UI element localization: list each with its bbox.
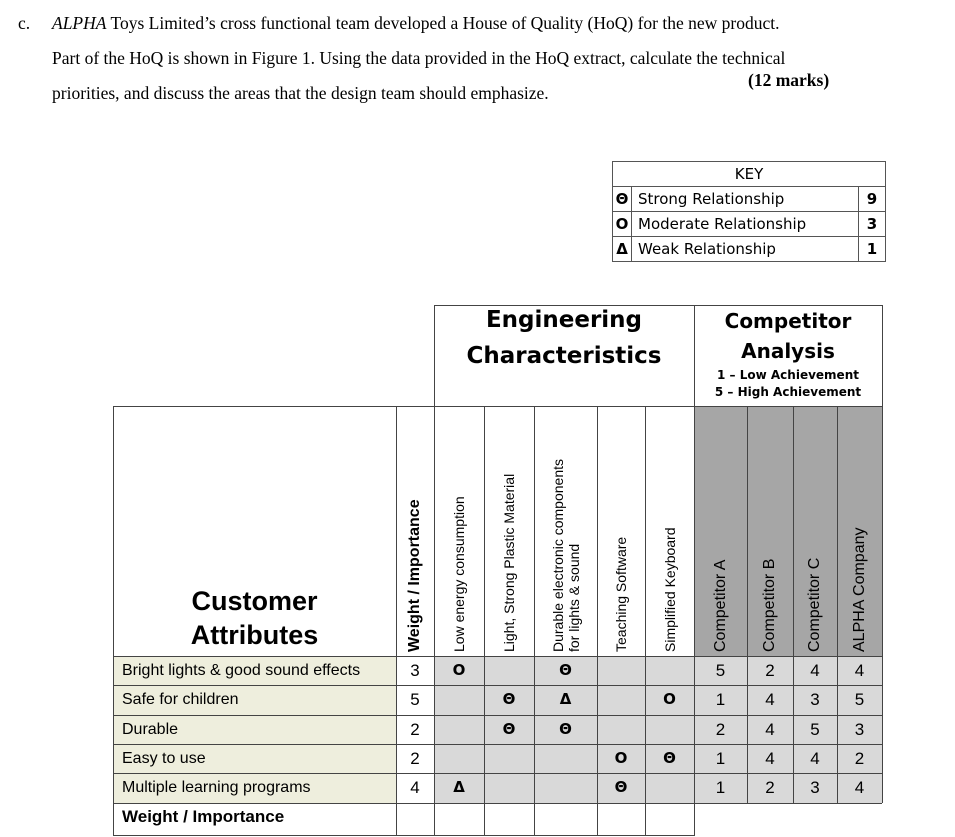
- competitor-rating-value: 2: [765, 778, 775, 798]
- weight-value: 2: [410, 719, 420, 739]
- competitor-rating-value: 4: [765, 719, 775, 739]
- question-line-3: priorities, and discuss the areas that the design team should emphasize.: [52, 83, 549, 103]
- relationship-symbol-icon: Θ: [502, 719, 516, 738]
- eng-col-1-label: [451, 496, 467, 652]
- competitor-title: [694, 305, 882, 406]
- relationship-cell: [534, 685, 597, 714]
- competitor-rating: [837, 744, 882, 773]
- eng-col-3-label: [550, 459, 582, 652]
- weak-symbol-icon: Δ: [613, 237, 632, 262]
- relationship-cell: [534, 656, 597, 685]
- competitor-rating: [694, 715, 747, 744]
- eng-col-4: [597, 406, 645, 656]
- competitor-rating-value: 3: [810, 690, 820, 710]
- eng-col-2-label: [501, 474, 517, 652]
- relationship-cell: [645, 773, 694, 802]
- competitor-rating-value: 3: [854, 719, 865, 739]
- grid-line: [882, 305, 883, 803]
- grid-line: [113, 744, 882, 745]
- attribute-label: Bright lights & good sound effects: [122, 662, 361, 679]
- grid-line: [694, 305, 695, 836]
- eng-col-2-text-0: Light, Strong Plastic Material: [501, 473, 518, 652]
- relationship-symbol-icon: Θ: [559, 661, 572, 679]
- competitor-col-1: [694, 406, 747, 656]
- weight-cell: [396, 715, 434, 744]
- competitor-rating-value: 2: [765, 661, 775, 680]
- key-label: Weak Relationship: [632, 237, 859, 262]
- competitor-note-low: 1 – Low Achievement: [717, 368, 859, 382]
- grid-line: [645, 406, 646, 836]
- attribute-row: [113, 685, 396, 714]
- competitor-rating: [747, 744, 793, 773]
- grid-line: [484, 406, 485, 836]
- weight-cell: [396, 656, 434, 685]
- competitor-rating-value: 4: [810, 748, 820, 768]
- competitor-col-4-label: [851, 527, 869, 652]
- weight-value: 5: [410, 690, 420, 710]
- relationship-cell: [434, 685, 484, 714]
- competitor-rating-value: 1: [715, 778, 726, 798]
- key-value: 1: [859, 237, 886, 262]
- competitor-rating-value: 5: [854, 690, 865, 710]
- relationship-symbol-icon: Θ: [614, 778, 628, 797]
- competitor-rating-value: 4: [854, 661, 865, 680]
- relationship-symbol-icon: O: [614, 748, 628, 767]
- competitor-rating: [747, 773, 793, 802]
- moderate-symbol-icon: O: [613, 212, 632, 237]
- eng-col-5-label: [662, 527, 678, 652]
- competitor-rating-value: 5: [810, 719, 820, 739]
- weight-cell: [396, 744, 434, 773]
- weight-value: 3: [410, 661, 420, 680]
- competitor-rating: [837, 656, 882, 685]
- relationship-cell: [484, 656, 534, 685]
- competitor-rating: [694, 744, 747, 773]
- competitor-title-line-1: Competitor: [724, 309, 852, 333]
- competitor-rating-value: 3: [810, 778, 820, 798]
- attribute-row: [113, 744, 396, 773]
- engineering-title-line-2: Characteristics: [466, 343, 662, 369]
- relationship-cell: [597, 685, 645, 714]
- competitor-col-2: [747, 406, 793, 656]
- eng-col-3-text-0: Durable electronic components: [550, 459, 567, 652]
- grid-line: [113, 406, 114, 836]
- competitor-rating: [837, 685, 882, 714]
- engineering-title: [434, 305, 694, 406]
- footer-weight-label: Weight / Importance: [122, 806, 285, 826]
- key-label: Strong Relationship: [632, 187, 859, 212]
- competitor-rating: [694, 685, 747, 714]
- key-label: Moderate Relationship: [632, 212, 859, 237]
- competitor-rating: [793, 773, 837, 802]
- relationship-cell: [645, 744, 694, 773]
- attribute-label: Durable: [122, 720, 179, 738]
- relationship-cell: [645, 715, 694, 744]
- competitor-rating: [694, 656, 747, 685]
- competitor-col-3-text-0: Competitor C: [806, 557, 824, 652]
- competitor-col-2-label: [761, 559, 779, 652]
- relationship-cell: [534, 744, 597, 773]
- competitor-col-2-text-0: Competitor B: [761, 558, 779, 652]
- competitor-col-3: [793, 406, 837, 656]
- engineering-title-line-1: Engineering: [485, 307, 643, 333]
- question-line-1-text: Toys Limited’s cross functional team developed a House of Quality (HoQ) for the new product.: [106, 13, 780, 33]
- competitor-rating-value: 2: [715, 719, 726, 739]
- relationship-cell: [484, 685, 534, 714]
- relationship-symbol-icon: Θ: [502, 690, 516, 709]
- relationship-cell: [597, 773, 645, 802]
- customer-attributes-title: [113, 406, 396, 656]
- competitor-rating: [747, 715, 793, 744]
- footer-weight-row: [113, 803, 396, 837]
- competitor-rating-value: 4: [854, 778, 865, 798]
- competitor-col-4-text-0: ALPHA Company: [850, 527, 868, 652]
- competitor-col-1-text-0: Competitor A: [711, 559, 729, 652]
- key-title: KEY: [613, 162, 886, 187]
- key-value: 9: [859, 187, 886, 212]
- company-name: ALPHA: [52, 13, 107, 33]
- competitor-rating-value: 4: [765, 748, 775, 768]
- relationship-cell: [484, 773, 534, 802]
- relationship-cell: [434, 715, 484, 744]
- eng-col-3-text-1: for lights & sound: [566, 543, 583, 652]
- customer-title-line-2: Attributes: [190, 620, 319, 650]
- competitor-rating: [837, 715, 882, 744]
- relationship-symbol-icon: Θ: [559, 719, 572, 738]
- competitor-rating: [793, 715, 837, 744]
- competitor-rating: [694, 773, 747, 802]
- attribute-label: Safe for children: [122, 691, 239, 709]
- eng-col-1: [434, 406, 484, 656]
- competitor-rating-value: 2: [854, 748, 865, 768]
- relationship-cell: [645, 656, 694, 685]
- competitor-rating-value: 5: [715, 661, 726, 680]
- grid-line: [434, 305, 435, 836]
- eng-col-4-text-0: Teaching Software: [613, 536, 630, 652]
- competitor-rating: [793, 744, 837, 773]
- customer-title-line-1: Customer: [191, 586, 318, 616]
- relationship-cell: [434, 773, 484, 802]
- eng-col-3: [534, 406, 597, 656]
- grid-line: [434, 305, 882, 306]
- grid-line: [113, 656, 882, 657]
- competitor-rating: [837, 773, 882, 802]
- competitor-col-4: [837, 406, 882, 656]
- grid-line: [396, 406, 397, 836]
- weight-value: 4: [410, 778, 420, 798]
- attribute-label: Multiple learning programs: [122, 779, 311, 797]
- attribute-row: [113, 773, 396, 802]
- competitor-rating: [793, 685, 837, 714]
- marks-label: (12 marks): [748, 70, 830, 90]
- competitor-col-1-label: [712, 560, 730, 652]
- eng-col-4-label: [613, 537, 629, 652]
- weight-cell: [396, 773, 434, 802]
- attribute-label: Easy to use: [122, 749, 206, 767]
- competitor-col-3-label: [806, 558, 824, 652]
- relationship-cell: [434, 744, 484, 773]
- attribute-row: [113, 656, 396, 685]
- relationship-cell: [484, 715, 534, 744]
- weight-importance-header-label: [406, 499, 424, 652]
- competitor-rating-value: 4: [810, 661, 820, 680]
- grid-line: [113, 803, 882, 804]
- weight-value: 2: [410, 748, 420, 768]
- question-line-2: Part of the HoQ is shown in Figure 1. Using the data provided in the HoQ extract, calculate the technical: [52, 48, 786, 68]
- competitor-rating-value: 1: [715, 690, 726, 710]
- grid-line: [113, 715, 882, 716]
- grid-line: [113, 685, 882, 686]
- competitor-rating: [793, 656, 837, 685]
- relationship-cell: [534, 773, 597, 802]
- grid-line: [597, 406, 598, 836]
- relationship-cell: [645, 685, 694, 714]
- competitor-rating-value: 1: [715, 748, 726, 768]
- weight-importance-header: [396, 406, 434, 656]
- relationship-symbol-icon: Δ: [559, 690, 572, 709]
- relationship-cell: [597, 744, 645, 773]
- relationship-cell: [597, 715, 645, 744]
- grid-line: [534, 406, 535, 836]
- competitor-note-high: 5 – High Achievement: [714, 385, 862, 399]
- eng-col-5: [645, 406, 694, 656]
- competitor-title-line-2: Analysis: [741, 339, 835, 363]
- relationship-cell: [534, 715, 597, 744]
- eng-col-5-text-0: Simplified Keyboard: [661, 527, 678, 652]
- competitor-rating: [747, 656, 793, 685]
- relationship-symbol-icon: Θ: [663, 748, 676, 767]
- attribute-row: [113, 715, 396, 744]
- eng-col-2: [484, 406, 534, 656]
- grid-line: [113, 835, 694, 836]
- weight-importance-header-text-0: Weight / Importance: [406, 499, 424, 652]
- relationship-cell: [434, 656, 484, 685]
- relationship-cell: [597, 656, 645, 685]
- grid-line: [113, 773, 882, 774]
- relationship-cell: [484, 744, 534, 773]
- competitor-rating-value: 4: [765, 690, 775, 710]
- weight-cell: [396, 685, 434, 714]
- eng-col-1-text-0: Low energy consumption: [451, 496, 468, 652]
- strong-symbol-icon: Θ: [613, 187, 632, 212]
- relationship-symbol-icon: O: [663, 690, 676, 709]
- competitor-rating: [747, 685, 793, 714]
- relationship-symbol-icon: O: [452, 661, 466, 679]
- relationship-symbol-icon: Δ: [453, 778, 465, 797]
- grid-line: [113, 406, 882, 407]
- question-label: c.: [18, 13, 31, 33]
- key-value: 3: [859, 212, 886, 237]
